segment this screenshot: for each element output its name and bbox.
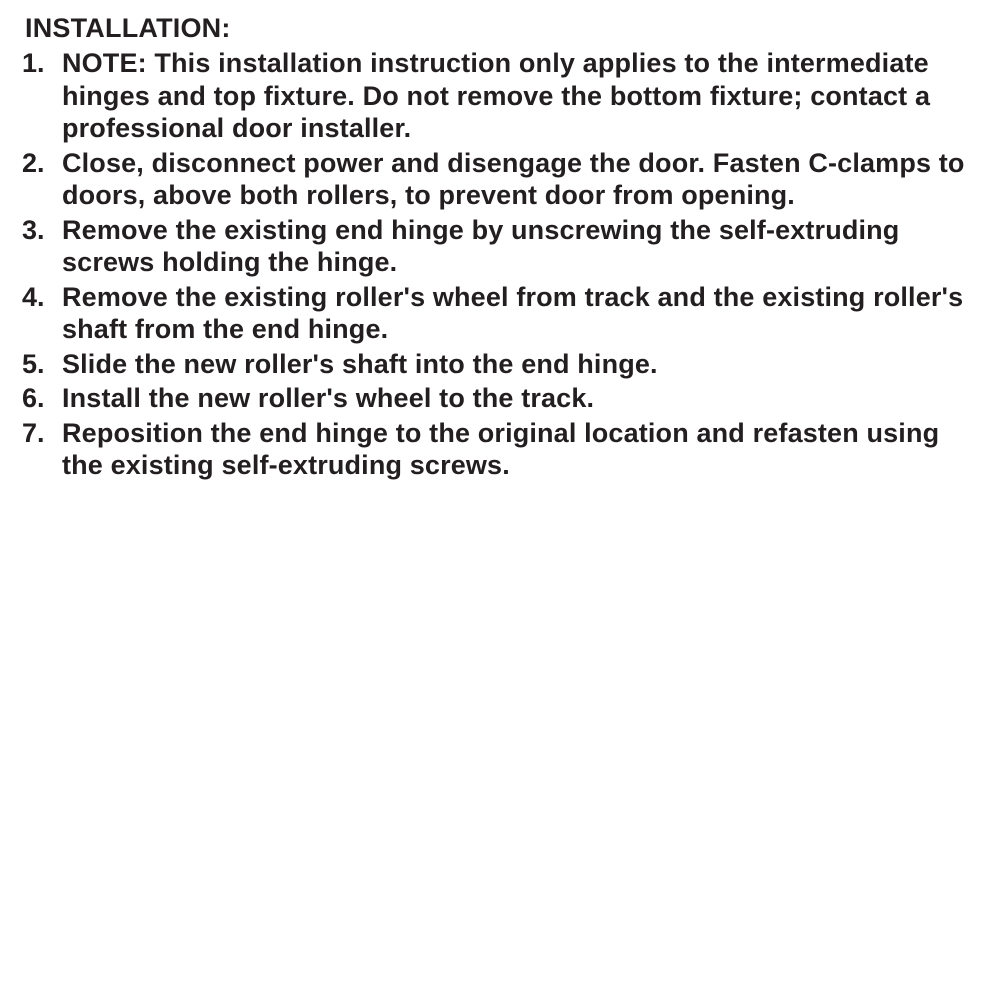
- step-text: Reposition the end hinge to the original location and refasten using the existing self-extruding screws.: [62, 417, 940, 480]
- step-item-4: [22, 281, 982, 346]
- step-item-6: [22, 382, 982, 415]
- step-item-3: [22, 214, 982, 279]
- step-text: Install the new roller's wheel to the track.: [62, 383, 595, 413]
- step-text: Slide the new roller's shaft into the end hinge.: [62, 348, 658, 379]
- page-title: INSTALLATION:: [25, 13, 231, 43]
- step-number: 3.: [22, 214, 45, 245]
- step-text: Remove the existing roller's wheel from track and the existing roller's shaft from the end hinge.: [62, 281, 964, 344]
- step-item-7: [22, 417, 982, 482]
- step-text: Remove the existing end hinge by unscrewing the self-extruding screws holding the hinge.: [62, 214, 900, 277]
- step-item-5: [22, 348, 982, 381]
- step-number: 6.: [22, 383, 45, 413]
- step-number: 5.: [22, 348, 45, 379]
- step-number: 2.: [22, 147, 45, 178]
- step-number: 1.: [22, 48, 45, 78]
- step-number: 4.: [22, 281, 45, 312]
- step-number: 7.: [22, 417, 45, 448]
- step-text: Close, disconnect power and disengage the door. Fasten C-clamps to doors, above both rollers, to prevent door from opening.: [62, 147, 965, 210]
- step-item-2: [22, 147, 982, 212]
- step-item-1: [22, 47, 982, 145]
- installation-instructions: [22, 12, 982, 484]
- step-text: NOTE: This installation instruction only applies to the intermediate hinges and top fixture. Do not remove the bottom fixture; contact a professional door installer.: [62, 48, 931, 143]
- steps-list: [22, 47, 982, 482]
